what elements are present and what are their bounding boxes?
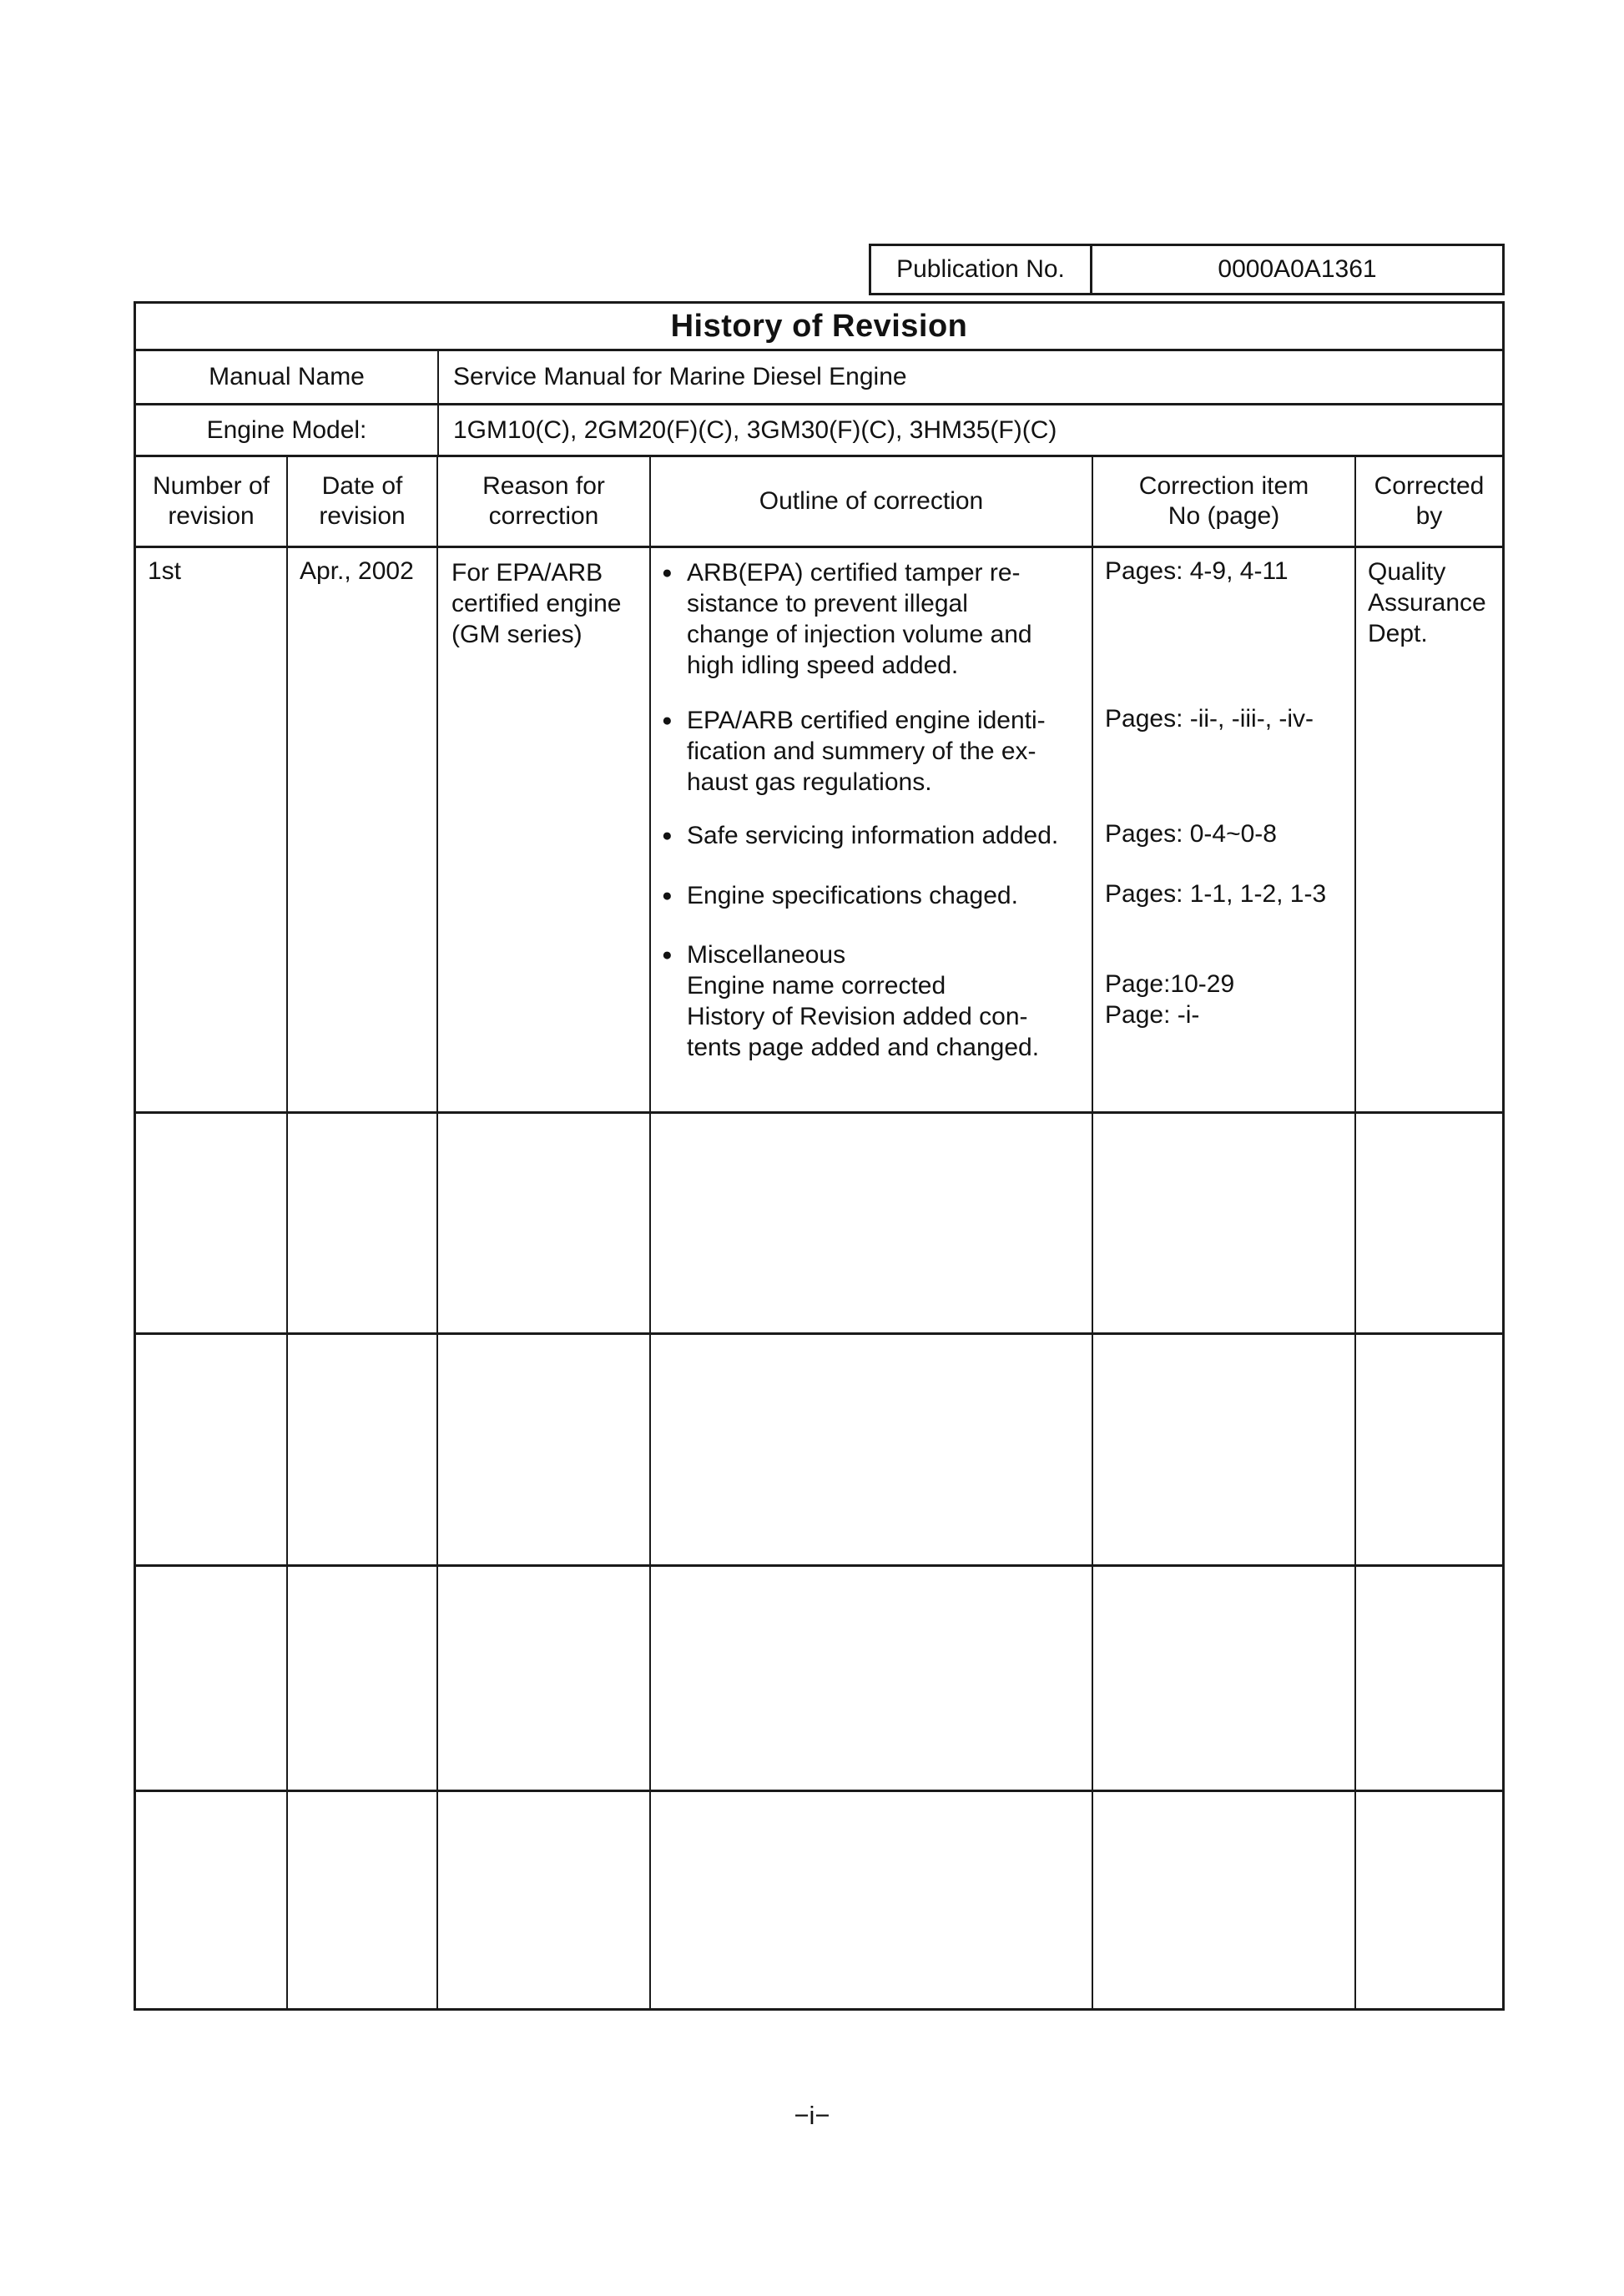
cell-date-of-revision	[288, 548, 438, 1111]
header-number-of-revision: Number of revision	[136, 457, 288, 546]
table-header-row	[136, 457, 1502, 548]
revision-date: Apr., 2002	[300, 557, 414, 585]
correction-pages: Pages: 1-1, 1-2, 1-3	[1105, 880, 1327, 908]
header-outline-of-correction: Outline of correction	[651, 457, 1093, 546]
correction-pages: Pages: 0-4~0-8	[1105, 820, 1277, 848]
bullet-icon: ●	[662, 563, 673, 582]
history-of-revision-table	[134, 301, 1505, 2011]
revision-number: 1st	[148, 557, 182, 585]
cell-corrected-by	[1356, 548, 1502, 1111]
correction-pages: Page:10-29	[1105, 970, 1235, 998]
manual-name-label: Manual Name	[136, 351, 439, 403]
correction-pages: Page: -i-	[1105, 1001, 1200, 1029]
title-row	[136, 304, 1502, 351]
table-row-empty	[136, 1335, 1502, 1567]
bullet-icon: ●	[662, 711, 673, 730]
table-row-revision-1	[136, 548, 1502, 1114]
outline-item-1: ● ARB(EPA) certified tamper re- sistance to prevent illegal change of injection volume and high idling speed added.	[662, 559, 1032, 679]
outline-item-4: ● Engine specifications chaged.	[662, 882, 1018, 909]
publication-no-value: 0000A0A1361	[1218, 255, 1377, 283]
corrected-by-text: Quality Assurance Dept.	[1368, 558, 1486, 647]
outline-item-5: ● Miscellaneous Engine name corrected History of Revision added con- tents page added and changed.	[662, 941, 1040, 1061]
header-corrected-by: Corrected by	[1374, 472, 1485, 530]
cell-number-of-revision	[136, 548, 288, 1111]
manual-name-row	[136, 351, 1502, 405]
bullet-icon: ●	[662, 945, 673, 964]
correction-pages: Pages: -ii-, -iii-, -iv-	[1105, 705, 1314, 733]
header-date-of-revision: Date of revision	[288, 457, 438, 546]
outline-item-2: ● EPA/ARB certified engine identi- fication and summery of the ex- haust gas regulations.	[662, 707, 1046, 796]
engine-model-row	[136, 405, 1502, 457]
table-row-empty	[136, 1792, 1502, 2008]
bullet-icon: ●	[662, 886, 673, 905]
manual-name-value: Service Manual for Marine Diesel Engine	[453, 363, 907, 390]
page-title: History of Revision	[670, 308, 968, 344]
header-correction-item-no: Correction item No (page)	[1093, 457, 1356, 546]
table-row-empty	[136, 1567, 1502, 1792]
publication-no-label: Publication No.	[871, 246, 1092, 293]
cell-correction-item-no	[1093, 548, 1356, 1111]
cell-reason-for-correction	[438, 548, 651, 1111]
table-row-empty	[136, 1114, 1502, 1335]
cell-outline-of-correction	[651, 548, 1093, 1111]
page-footer: −i−	[794, 2101, 830, 2130]
outline-item-3: ● Safe servicing information added.	[662, 822, 1059, 849]
reason-text: For EPA/ARB certified engine (GM series)	[451, 559, 622, 648]
engine-model-value: 1GM10(C), 2GM20(F)(C), 3GM30(F)(C), 3HM35(F)(C)	[453, 415, 1057, 444]
header-reason-for-correction: Reason for correction	[438, 457, 651, 546]
publication-no-box	[869, 244, 1505, 295]
engine-model-label: Engine Model:	[136, 405, 439, 455]
correction-pages: Pages: 4-9, 4-11	[1105, 557, 1289, 585]
bullet-icon: ●	[662, 826, 673, 845]
